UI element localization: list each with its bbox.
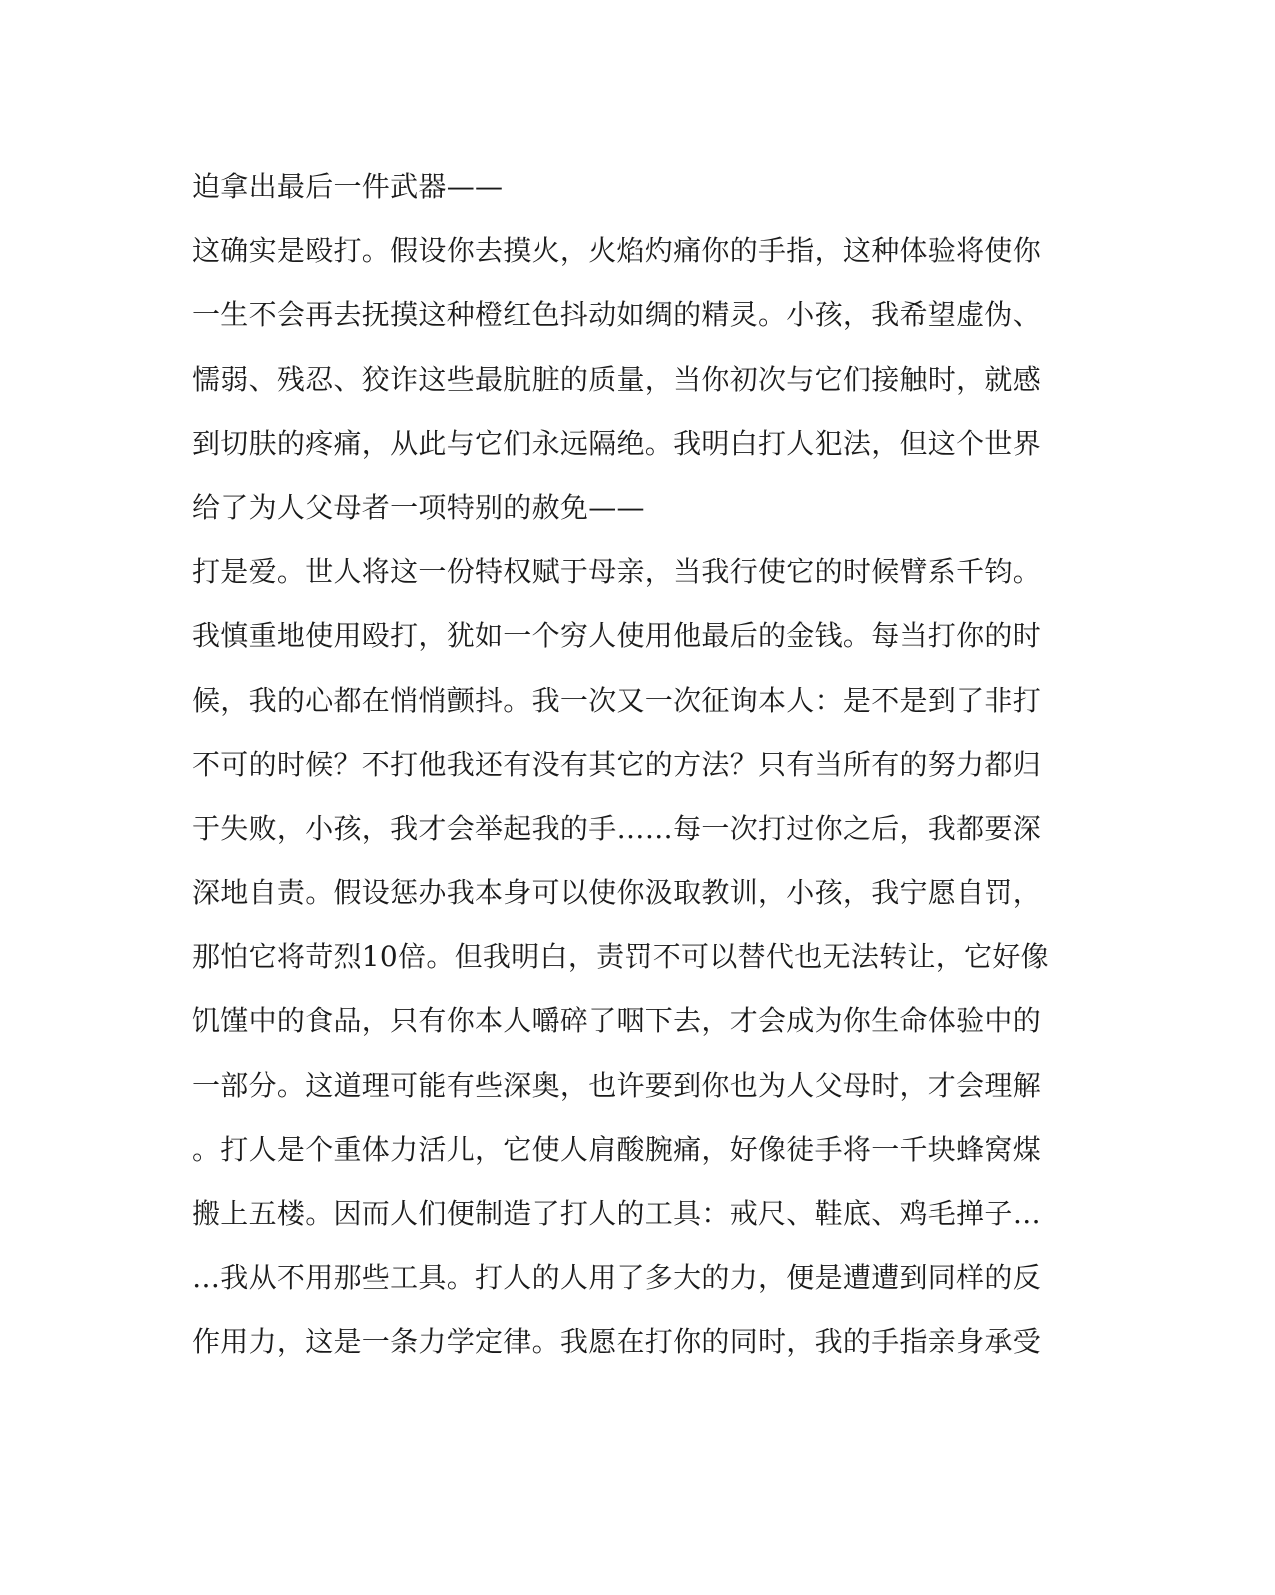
text-line: 一部分。这道理可能有些深奥，也许要到你也为人父母时，才会理解 xyxy=(192,1068,1042,1102)
body-text xyxy=(192,164,1072,1384)
text-line: 到切肤的疼痛，从此与它们永远隔绝。我明白打人犯法，但这个世界 xyxy=(192,426,1042,460)
text-line: 一生不会再去抚摸这种橙红色抖动如绸的精灵。小孩，我希望虚伪、 xyxy=(192,298,1042,332)
text-line: 不可的时候？不打他我还有没有其它的方法？只有当所有的努力都归 xyxy=(192,747,1042,781)
text-line: 打是爱。世人将这一份特权赋于母亲，当我行使它的时候臂系千钧。 xyxy=(192,555,1042,589)
text-line: 候，我的心都在悄悄颤抖。我一次又一次征询本人：是不是到了非打 xyxy=(192,683,1042,717)
text-line: 懦弱、残忍、狡诈这些最肮脏的质量，当你初次与它们接触时，就感 xyxy=(192,362,1042,396)
text-line: 给了为人父母者一项特别的赦免—— xyxy=(192,490,645,524)
text-line: 作用力，这是一条力学定律。我愿在打你的同时，我的手指亲身承受 xyxy=(192,1325,1042,1359)
text-line: 于失败，小孩，我才会举起我的手……每一次打过你之后，我都要深 xyxy=(192,811,1042,845)
text-line: 深地自责。假设惩办我本身可以使你汲取教训，小孩，我宁愿自罚， xyxy=(192,876,1042,910)
text-line: 饥馑中的食品，只有你本人嚼碎了咽下去，才会成为你生命体验中的 xyxy=(192,1004,1042,1038)
text-line: 搬上五楼。因而人们便制造了打人的工具：戒尺、鞋底、鸡毛掸子… xyxy=(192,1197,1042,1230)
text-line: 迫拿出最后一件武器—— xyxy=(192,170,504,203)
text-line: …我从不用那些工具。打人的人用了多大的力，便是遭遭到同样的反 xyxy=(192,1261,1042,1295)
text-line: 。打人是个重体力活儿，它使人肩酸腕痛，好像徒手将一千块蜂窝煤 xyxy=(192,1132,1042,1166)
text-line: 那怕它将苛烈10倍。但我明白，责罚不可以替代也无法转让，它好像 xyxy=(192,940,1049,974)
text-line: 我慎重地使用殴打，犹如一个穷人使用他最后的金钱。每当打你的时 xyxy=(192,619,1042,653)
text-line: 这确实是殴打。假设你去摸火，火焰灼痛你的手指，这种体验将使你 xyxy=(192,234,1042,268)
